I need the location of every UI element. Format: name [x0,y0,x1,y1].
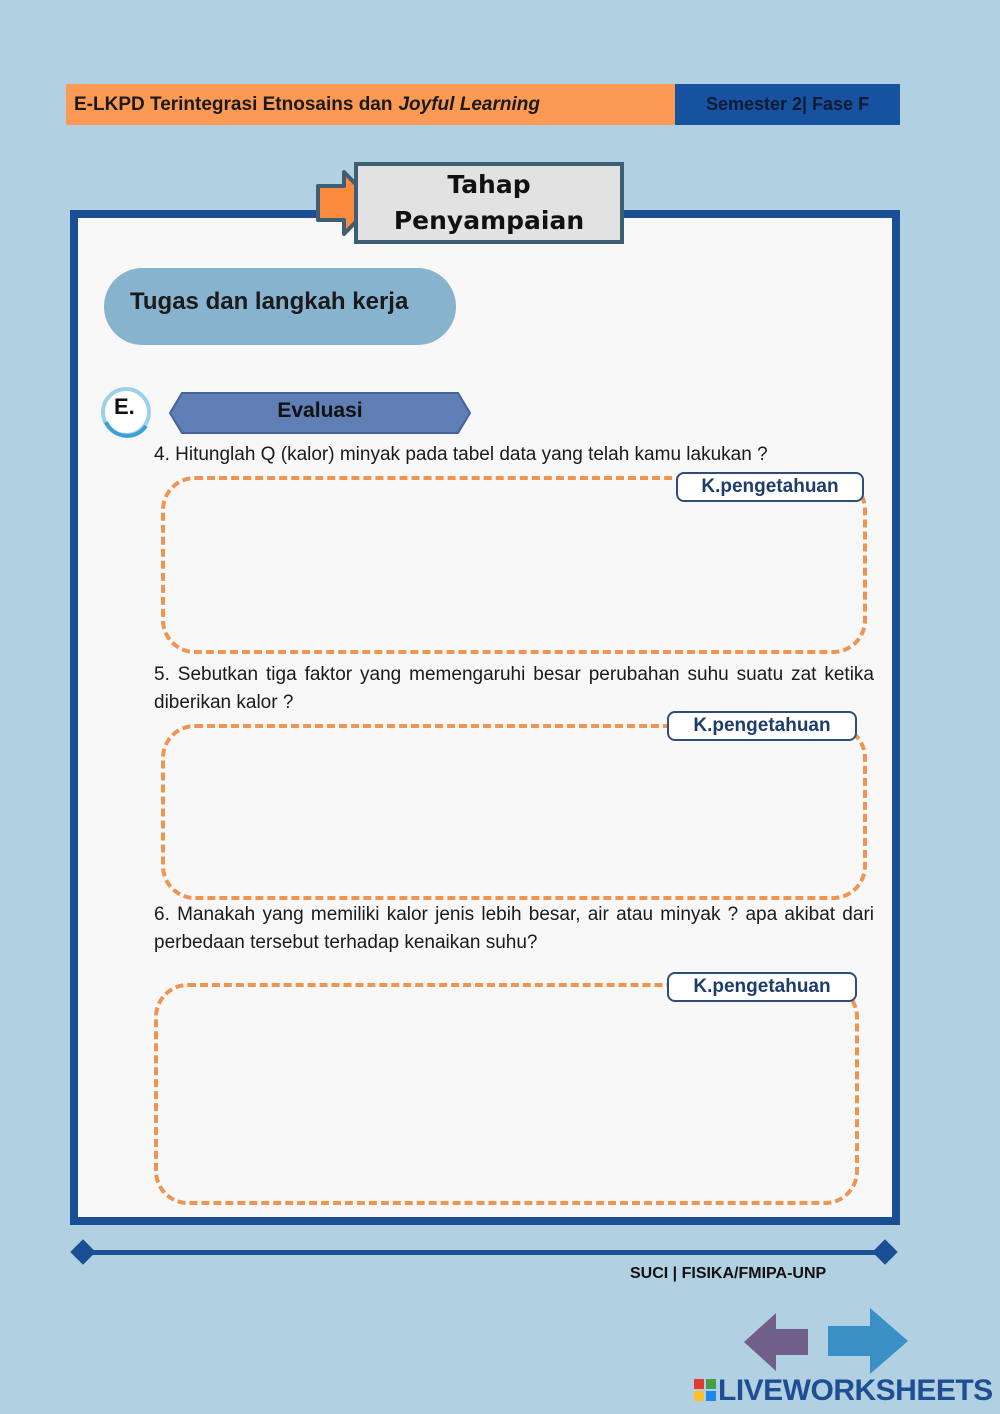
answer-box-6[interactable] [154,983,859,1205]
knowledge-badge-6: K.pengetahuan [667,972,857,1002]
answer-box-4[interactable] [161,476,867,654]
task-label: Tugas dan langkah kerja [104,268,456,345]
stage-heading [354,162,624,244]
question-5-text: 5. Sebutkan tiga faktor yang memengaruhi besar perubahan suhu suatu zat ketika diberikan kalor ? [154,664,874,713]
header-title-text: E-LKPD Terintegrasi Etnosains dan [74,93,393,115]
footer-diamond-right [872,1239,897,1264]
footer-diamond-left [70,1239,95,1264]
footer-divider [80,1250,890,1255]
section-title: Evaluasi [277,399,363,422]
worksheet-header-title [66,84,675,125]
liveworksheets-brand: LIVEWORKSHEETS [718,1374,993,1407]
knowledge-badge-4: K.pengetahuan [676,472,864,502]
stage-line2: Penyampaian [393,206,585,235]
question-6-text: 6. Manakah yang memiliki kalor jenis lebih besar, air atau minyak ? apa akibat dari perbedaan tersebut terhadap kenaikan suhu? [154,904,874,953]
liveworksheets-logo-icon [694,1379,716,1401]
knowledge-badge-5: K.pengetahuan [667,711,857,741]
section-letter: E. [114,394,135,419]
question-4-text: 4. Hitunglah Q (kalor) minyak pada tabel data yang telah kamu lakukan ? [154,444,768,465]
answer-box-5[interactable] [161,724,867,900]
header-title-italic: Joyful Learning [398,93,540,115]
arrow-left-icon[interactable] [744,1313,810,1371]
stage-line1: Tahap [447,170,531,199]
arrow-right-icon[interactable] [828,1308,910,1374]
footer-credit: SUCI | FISIKA/FMIPA-UNP [630,1265,827,1282]
semester-label: Semester 2| Fase F [675,84,900,125]
